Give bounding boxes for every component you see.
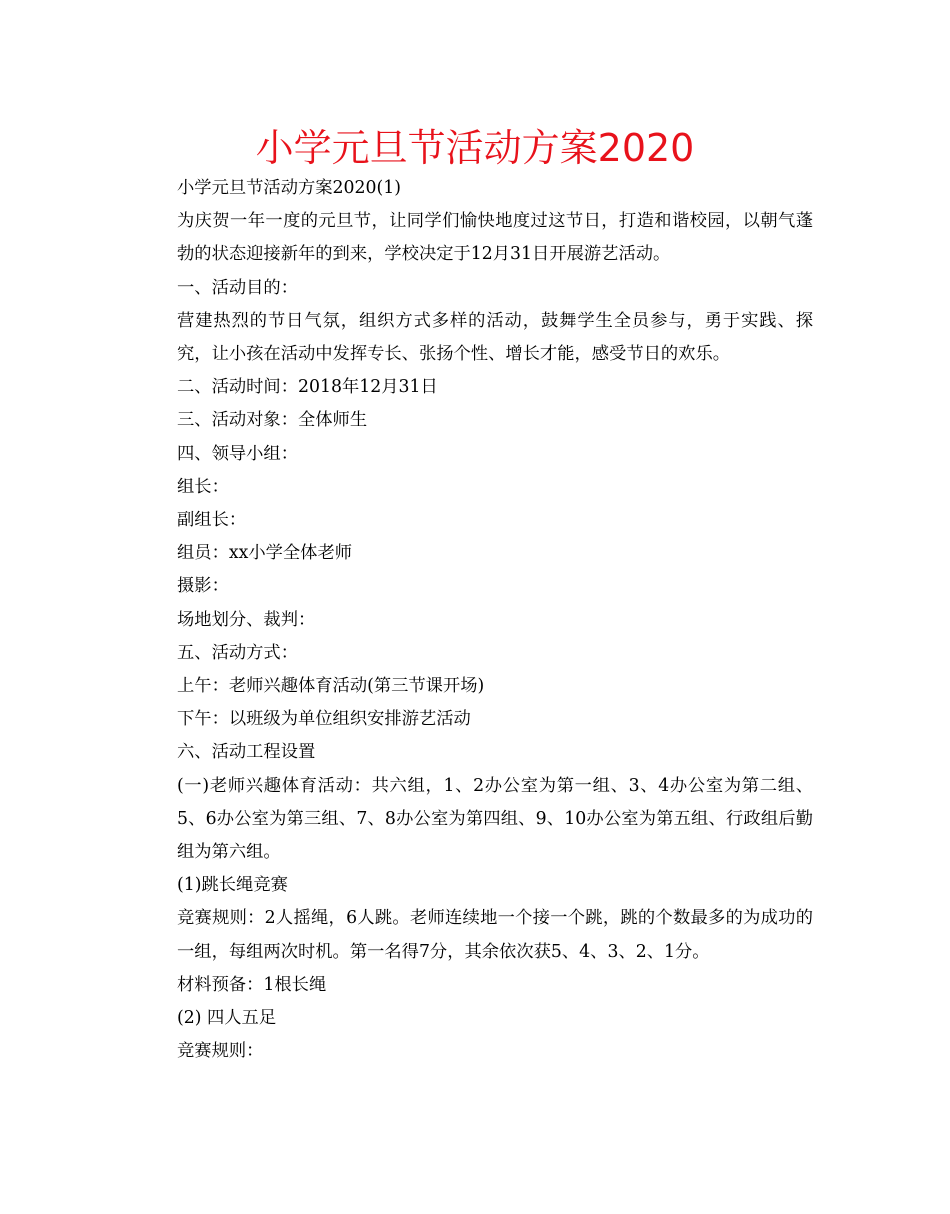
intro-paragraph: 为庆贺一年一度的元旦节，让同学们愉快地度过这节日，打造和谐校园，以朝气蓬勃的状态迎接新年的到来，学校决定于12月31日开展游艺活动。 bbox=[177, 211, 813, 265]
deputy-leader-line: 副组长： bbox=[177, 510, 247, 531]
rules-line: 竞赛规则： bbox=[177, 1041, 264, 1062]
venue-referee-line: 场地划分、裁判： bbox=[177, 609, 316, 630]
section-heading-projects: 六、活动工程设置 bbox=[177, 742, 316, 763]
members-line: 组员：xx小学全体老师 bbox=[177, 543, 353, 564]
teacher-sports-paragraph: (一)老师兴趣体育活动：共六组，1、2办公室为第一组、3、4办公室为第二组、5、6办公室为第三组、7、8办公室为第四组、9、10办公室为第五组、行政组后勤组为第六组。 bbox=[177, 775, 813, 863]
photography-line: 摄影： bbox=[177, 576, 229, 597]
four-people-five-legs-heading: (2) 四人五足 bbox=[177, 1008, 277, 1029]
morning-line: 上午：老师兴趣体育活动(第三节课开场) bbox=[177, 676, 485, 697]
section-heading-purpose: 一、活动目的： bbox=[177, 277, 298, 298]
section-heading-format: 五、活动方式： bbox=[177, 642, 298, 663]
section-heading-leadership: 四、领导小组： bbox=[177, 443, 298, 464]
afternoon-line: 下午：以班级为单位组织安排游艺活动 bbox=[177, 709, 471, 730]
document-title: 小学元旦节活动方案2020 bbox=[255, 126, 695, 170]
materials-line: 材料预备：1根长绳 bbox=[177, 974, 327, 995]
document-body bbox=[141, 172, 813, 1068]
leader-line: 组长： bbox=[177, 476, 229, 497]
rope-jump-heading: (1)跳长绳竞赛 bbox=[177, 875, 288, 896]
section-heading-target: 三、活动对象：全体师生 bbox=[177, 410, 368, 431]
subtitle-paragraph: 小学元旦节活动方案2020(1) bbox=[177, 178, 401, 198]
purpose-paragraph: 营建热烈的节日气氛，组织方式多样的活动，鼓舞学生全员参与，勇于实践、探究，让小孩在活动中发挥专长、张扬个性、增长才能，感受节日的欢乐。 bbox=[177, 310, 813, 365]
rope-jump-rules: 竞赛规则：2人摇绳，6人跳。老师连续地一个接一个跳，跳的个数最多的为成功的一组，每组两次时机。第一名得7分，其余依次获5、4、3、2、1分。 bbox=[177, 908, 813, 962]
section-heading-time: 二、活动时间：2018年12月31日 bbox=[177, 377, 438, 398]
